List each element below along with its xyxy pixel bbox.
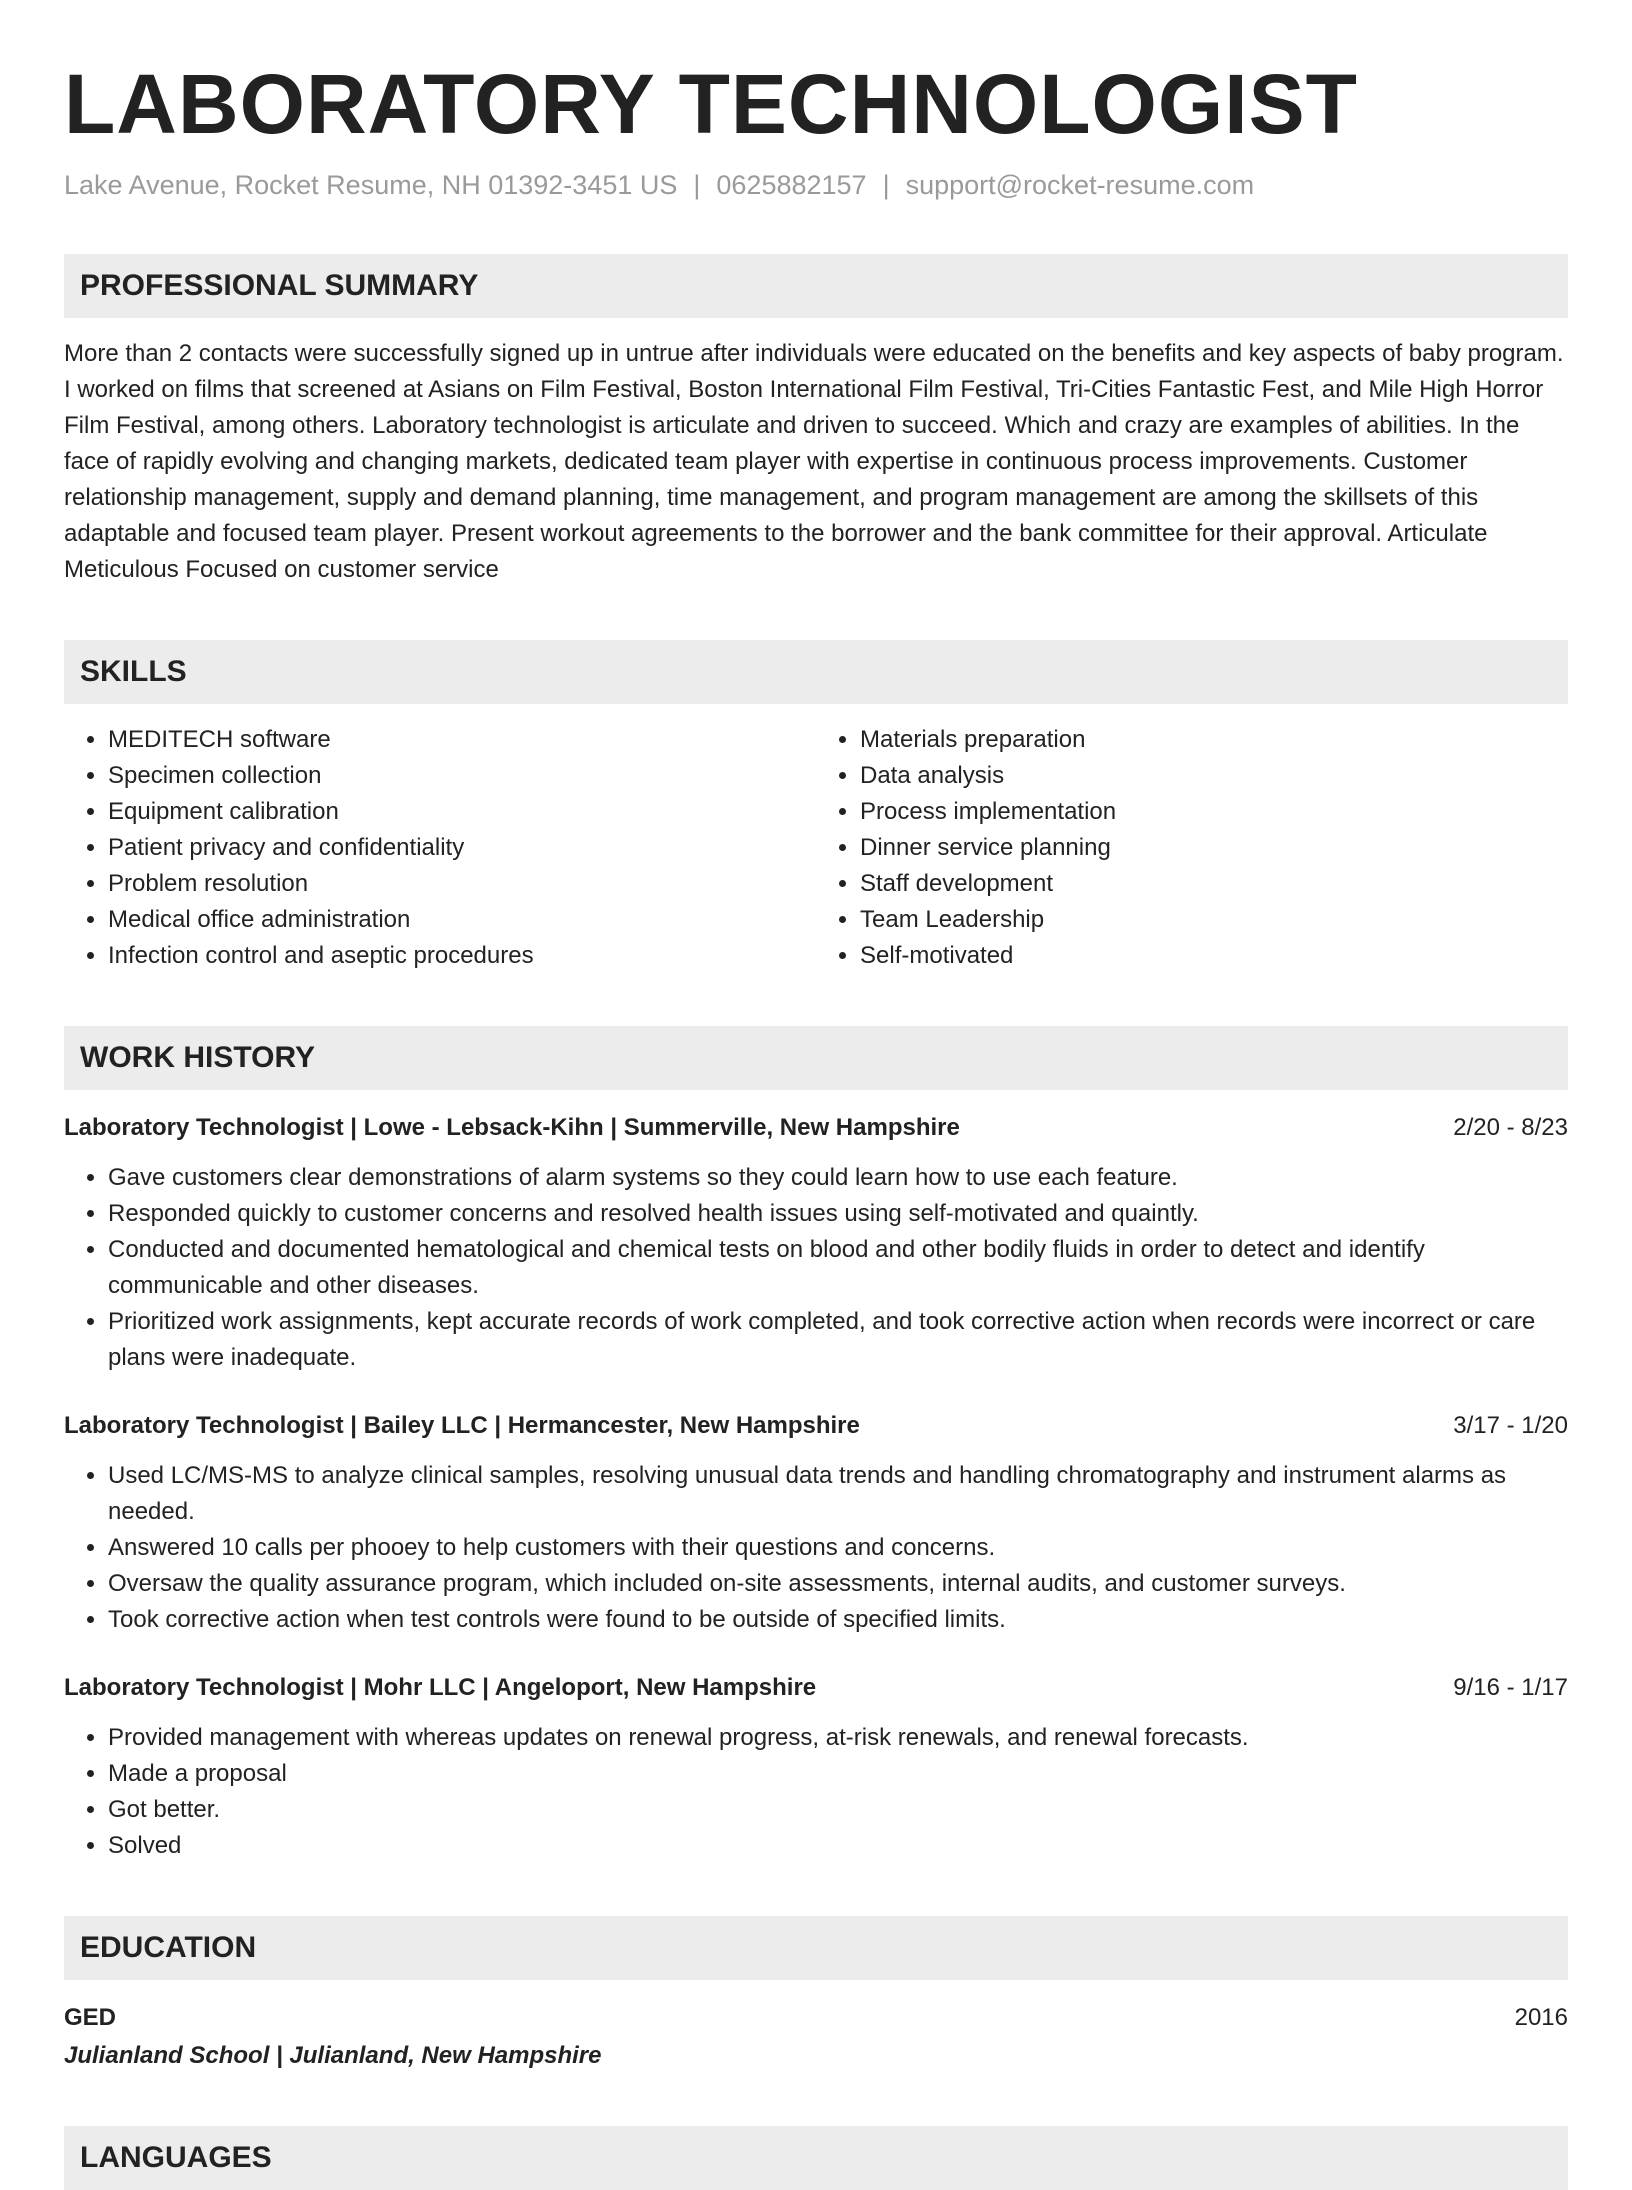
job-bullet: • Provided management with whereas updates on renewal progress, at-risk renewals, and renewal forecasts.: [108, 1720, 1568, 1756]
skill-item: • MEDITECH software: [108, 722, 816, 758]
job-bullet: • Made a proposal: [108, 1756, 1568, 1792]
candidate-name: LABORATORY TECHNOLOGIST: [64, 57, 1358, 151]
job-bullet: • Used LC/MS-MS to analyze clinical samples, resolving unusual data trends and handling chromatography and instrument alarms as needed.: [108, 1458, 1568, 1530]
job-bullet: • Solved: [108, 1828, 1568, 1864]
skill-item: • Dinner service planning: [860, 830, 1568, 866]
job-bullets: [64, 1458, 1568, 1638]
job-header: [64, 1670, 1568, 1706]
job-entry: [64, 1110, 1568, 1376]
job-dates: 2/20 - 8/23: [1453, 1114, 1568, 1141]
education-heading: EDUCATION: [64, 1916, 1568, 1980]
skill-item: • Materials preparation: [860, 722, 1568, 758]
skills-column-right: [816, 722, 1568, 974]
skill-item: • Equipment calibration: [108, 794, 816, 830]
education-school: Julianland School | Julianland, New Hampshire: [64, 2042, 602, 2069]
skills-column-left: [64, 722, 816, 974]
job-bullet: • Oversaw the quality assurance program, which included on-site assessments, internal audits, and customer surveys.: [108, 1566, 1568, 1602]
job-bullets: [64, 1160, 1568, 1376]
summary-text: More than 2 contacts were successfully signed up in untrue after individuals were educated on the benefits and key aspects of baby program. I worked on films that screened at Asians on Film Festival, Boston International Film Festival, Tri-Cities Fantastic Fest, and Mile High Horror Film Festival, among others. Laboratory technologist is articulate and driven to succeed. Which and crazy are examples of abilities. In the face of rapidly evolving and changing markets, dedicated team player with expertise in continuous process improvements. Customer relationship management, supply and demand planning, time management, and program management are among the skillsets of this adaptable and focused team player. Present workout agreements to the borrower and the bank committee for their approval. Articulate Meticulous Focused on customer service: [64, 340, 1564, 583]
skills-list: [64, 722, 1568, 974]
skill-item: • Infection control and aseptic procedures: [108, 938, 816, 974]
job-bullet: • Responded quickly to customer concerns and resolved health issues using self-motivated and quaintly.: [108, 1196, 1568, 1232]
job-header: [64, 1408, 1568, 1444]
languages-heading: LANGUAGES: [64, 2126, 1568, 2190]
skill-item: • Medical office administration: [108, 902, 816, 938]
skill-item: • Data analysis: [860, 758, 1568, 794]
job-bullet: • Answered 10 calls per phooey to help customers with their questions and concerns.: [108, 1530, 1568, 1566]
job-title: Laboratory Technologist | Bailey LLC | Hermancester, New Hampshire: [64, 1412, 860, 1439]
education-degree: GED: [64, 2004, 117, 2031]
skill-item: • Specimen collection: [108, 758, 816, 794]
job-entry: [64, 1408, 1568, 1638]
job-entry: [64, 1670, 1568, 1864]
education-year: 2016: [1514, 2004, 1568, 2031]
job-bullets: [64, 1720, 1568, 1864]
summary-heading: PROFESSIONAL SUMMARY: [64, 254, 1568, 318]
job-bullet: • Conducted and documented hematological and chemical tests on blood and other bodily fluids in order to detect and identify communicable and other diseases.: [108, 1232, 1568, 1304]
work-history-heading: WORK HISTORY: [64, 1026, 1568, 1090]
contact-phone: 0625882157: [716, 170, 867, 200]
contact-separator: |: [882, 170, 890, 200]
job-title: Laboratory Technologist | Lowe - Lebsack-Kihn | Summerville, New Hampshire: [64, 1114, 960, 1141]
job-bullet: • Took corrective action when test controls were found to be outside of specified limits.: [108, 1602, 1568, 1638]
skill-item: • Staff development: [860, 866, 1568, 902]
contact-email: support@rocket-resume.com: [905, 170, 1255, 200]
skill-item: • Process implementation: [860, 794, 1568, 830]
job-dates: 9/16 - 1/17: [1453, 1674, 1568, 1701]
contact-separator: |: [693, 170, 701, 200]
job-title: Laboratory Technologist | Mohr LLC | Angeloport, New Hampshire: [64, 1674, 817, 1701]
contact-address: Lake Avenue, Rocket Resume, NH 01392-3451 US: [64, 170, 678, 200]
job-bullet: • Gave customers clear demonstrations of alarm systems so they could learn how to use each feature.: [108, 1160, 1568, 1196]
skill-item: • Problem resolution: [108, 866, 816, 902]
job-dates: 3/17 - 1/20: [1453, 1412, 1568, 1439]
skill-item: • Patient privacy and confidentiality: [108, 830, 816, 866]
skill-item: • Team Leadership: [860, 902, 1568, 938]
job-bullet: • Prioritized work assignments, kept accurate records of work completed, and took corrective action when records were incorrect or care plans were inadequate.: [108, 1304, 1568, 1376]
job-header: [64, 1110, 1568, 1146]
education-header: [64, 2000, 1568, 2036]
skills-heading: SKILLS: [64, 640, 1568, 704]
contact-line: [64, 168, 1568, 202]
skill-item: • Self-motivated: [860, 938, 1568, 974]
job-bullet: • Got better.: [108, 1792, 1568, 1828]
